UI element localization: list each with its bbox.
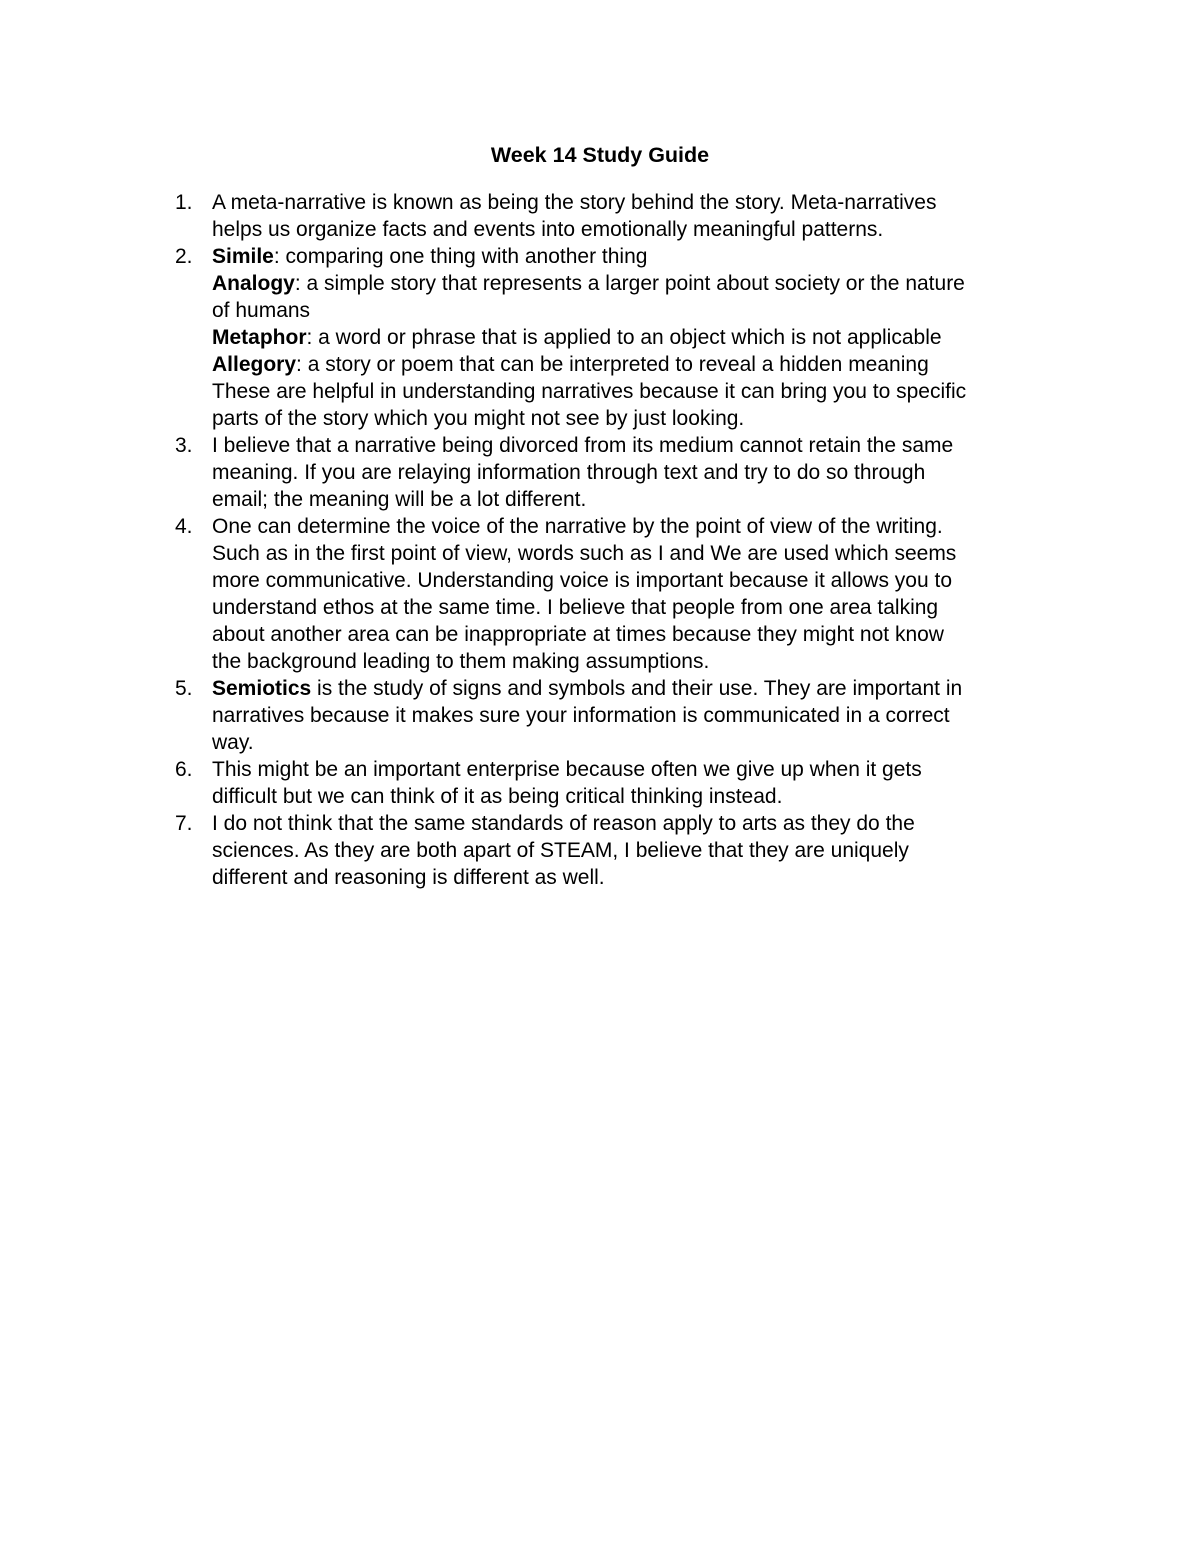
item-line: difficult but we can think of it as being critical thinking instead. xyxy=(212,785,783,808)
simile-term: Simile xyxy=(212,245,274,268)
page-title: Week 14 Study Guide xyxy=(490,143,710,167)
analogy-text: : a simple story that represents a larger point about society or the nature xyxy=(294,272,965,295)
item-number: 3. xyxy=(175,434,193,457)
item-line: understand ethos at the same time. I believe that people from one area talking xyxy=(212,596,939,619)
item-number: 4. xyxy=(175,515,193,538)
list-item-5 xyxy=(175,675,1080,756)
item-number: 7. xyxy=(175,812,193,835)
item-line: I believe that a narrative being divorced from its medium cannot retain the same xyxy=(212,434,954,457)
list-item-6 xyxy=(175,756,1080,810)
simile-definition xyxy=(212,243,1080,270)
item-number: 2. xyxy=(175,245,193,268)
item-line: email; the meaning will be a lot different. xyxy=(212,488,587,511)
item-line: narratives because it makes sure your information is communicated in a correct xyxy=(212,704,950,727)
metaphor-text: : a word or phrase that is applied to an object which is not applicable xyxy=(306,326,942,349)
item-number: 5. xyxy=(175,677,193,700)
list-item-2 xyxy=(175,243,1080,432)
allegory-term: Allegory xyxy=(212,353,297,376)
item-line: One can determine the voice of the narrative by the point of view of the writing. xyxy=(212,515,943,538)
item-line: A meta-narrative is known as being the story behind the story. Meta-narratives xyxy=(212,191,937,214)
list-item-4 xyxy=(175,513,1080,675)
analogy-continuation: of humans xyxy=(212,299,311,322)
item-number: 1. xyxy=(175,191,193,214)
item-line: I do not think that the same standards of reason apply to arts as they do the xyxy=(212,812,915,835)
semiotics-definition xyxy=(212,675,1080,702)
item-line: These are helpful in understanding narratives because it can bring you to specific xyxy=(212,380,967,403)
metaphor-term: Metaphor xyxy=(212,326,307,349)
simile-text: : comparing one thing with another thing xyxy=(273,245,648,268)
item-line: more communicative. Understanding voice is important because it allows you to xyxy=(212,569,953,592)
item-line: meaning. If you are relaying information through text and try to do so through xyxy=(212,461,926,484)
analogy-definition xyxy=(212,270,1080,297)
item-line: the background leading to them making assumptions. xyxy=(212,650,710,673)
list-item-1 xyxy=(175,189,1080,243)
metaphor-definition xyxy=(212,324,1080,351)
list-item-7 xyxy=(175,810,1080,891)
item-line: parts of the story which you might not see by just looking. xyxy=(212,407,745,430)
item-line: about another area can be inappropriate at times because they might not know xyxy=(212,623,944,646)
item-line: sciences. As they are both apart of STEAM, I believe that they are uniquely xyxy=(212,839,909,862)
item-line: Such as in the first point of view, words such as I and We are used which seems xyxy=(212,542,957,565)
item-line: different and reasoning is different as well. xyxy=(212,866,605,889)
study-guide-list xyxy=(175,189,1080,891)
item-number: 6. xyxy=(175,758,193,781)
semiotics-term: Semiotics xyxy=(212,677,312,700)
list-item-3 xyxy=(175,432,1080,513)
item-line: helps us organize facts and events into emotionally meaningful patterns. xyxy=(212,218,884,241)
allegory-definition xyxy=(212,351,1080,378)
item-line: This might be an important enterprise because often we give up when it gets xyxy=(212,758,922,781)
semiotics-text: is the study of signs and symbols and their use. They are important in xyxy=(311,677,963,700)
item-line: way. xyxy=(212,731,254,754)
analogy-term: Analogy xyxy=(212,272,295,295)
allegory-text: : a story or poem that can be interpreted to reveal a hidden meaning xyxy=(296,353,929,376)
